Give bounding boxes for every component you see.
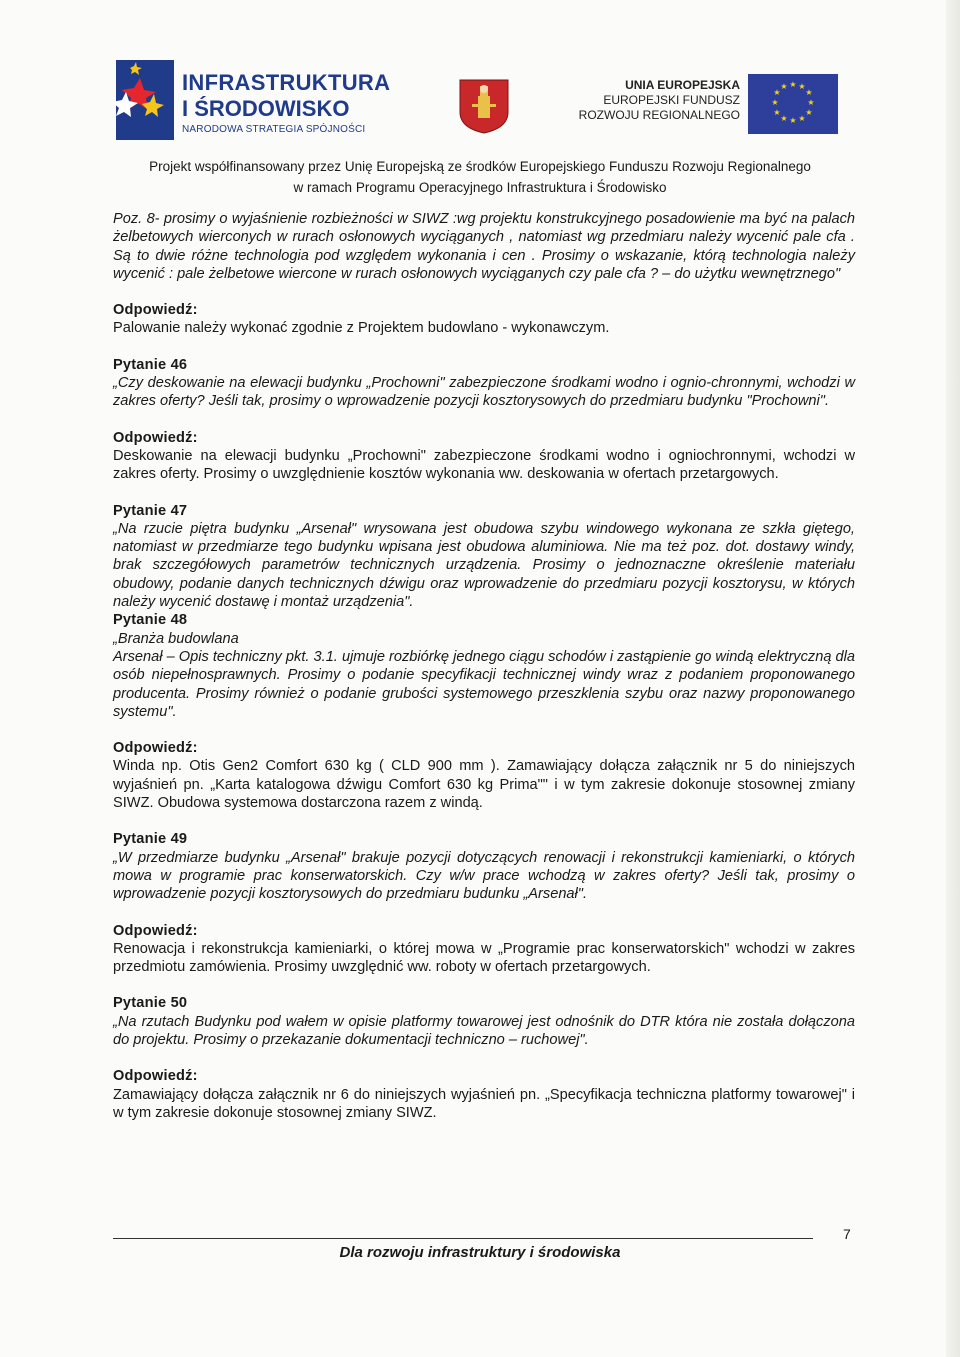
answer-label: Odpowiedź: <box>113 922 198 939</box>
project-line-2: w ramach Programu Operacyjnego Infrastruktura i Środowisko <box>293 180 667 195</box>
svg-text:★: ★ <box>773 108 781 117</box>
question-50-title: Pytanie 50 <box>113 995 188 1012</box>
logo-title-1: INFRASTRUKTURA <box>182 70 391 95</box>
svg-text:★: ★ <box>805 88 813 97</box>
question-49-text: „W przedmiarze budynku „Arsenał" brakuje pozycji dotyczących renowacji i rekonstrukcji kamieniarki, o których mowa w programie prac konserwatorskich. Czy w/w prace wchodzą w zakres oferty? Jeśli tak, prosimy o wprowadzenie pozycji kosztorysowych do przedmiaru budunku „Arsenał". <box>113 849 855 903</box>
question-48-answer: Winda np. Otis Gen2 Comfort 630 kg ( CLD 900 mm ). Zamawiający dołącza załącznik nr 5 do niniejszych wyjaśnień pn. „Karta katalogowa dźwigu Comfort 630 kg Prima"" i w tym zakresie dokonuje stosownej zmiany SIWZ. Obudowa systemowa dostarczona razem z windą. <box>113 758 855 812</box>
question-46-answer: Deskowanie na elewacji budynku „Prochowni" zabezpieczone środkami wodno i ogniochronnymi, wchodzi w zakres oferty. Prosimy o uwzględnienie kosztów wykonania ww. deskowania w ofertach przetargowych. <box>113 447 855 483</box>
question-48-line-1: „Branża budowlana <box>113 630 239 647</box>
project-line-1: Projekt współfinansowany przez Unię Europejską ze środków Europejskiego Funduszu Rozwoju Regionalnego <box>149 159 811 174</box>
question-46-title: Pytanie 46 <box>113 356 188 373</box>
question-47-text: „Na rzucie piętra budynku „Arsenał" wrysowana jest obudowa szybu windowego wykonana ze szkła giętego, natomiast w przedmiarze tego budynku wpisana jest obudowa aluminiowa. Nie ma też poz. dot. dostawy windy, brak szczegółowych parametrów technicznych urządzenia. Prosimy o jednoznaczne określenie materiału obudowy, podanie danych technicznych dźwigu oraz wprowadzenie do przedmiaru pozycji kosztorysu, w których należy wycenić dostawę i montaż urządzenia". <box>113 520 855 611</box>
answer-label: Odpowiedź: <box>113 302 198 319</box>
svg-text:★: ★ <box>798 82 806 91</box>
eu-fund-text <box>579 78 740 123</box>
eu-line-3: ROZWOJU REGIONALNEGO <box>578 108 740 122</box>
intro-answer: Palowanie należy wykonać zgodnie z Projektem budowlano - wykonawczym. <box>113 320 610 337</box>
question-49-answer: Renowacja i rekonstrukcja kamieniarki, o której mowa w „Programie prac konserwatorskich" wchodzi w zakres przedmiotu zamówienia. Prosimy uwzględnić ww. roboty w ofertach przetargowych. <box>113 940 855 976</box>
intro-question: Poz. 8- prosimy o wyjaśnienie rozbieżności w SIWZ :wg projektu konstrukcyjnego posadowienie ma być na palach żelbetowych wierconych w rurach osłonowych wyciąganych , natomiast wg przedmiaru należy wycenić pale cfa . Są to dwie różne technologia pod względem wykonania i cen . Prosimy o wskazanie, którą technologia należy wycenić : pale żelbetowe wiercone w rurach osłonowych wyciąganych czy pale cfa ? – do użytku wewnętrznego" <box>113 211 855 282</box>
eu-flag-icon <box>748 74 838 134</box>
logo-subtitle: NARODOWA STRATEGIA SPÓJNOŚCI <box>182 124 366 135</box>
svg-text:★: ★ <box>789 116 797 125</box>
svg-text:★: ★ <box>780 82 788 91</box>
eu-line-2: EUROPEJSKI FUNDUSZ <box>603 93 740 107</box>
question-48-text: Arsenał – Opis techniczny pkt. 3.1. ujmuje rozbiórkę jednego ciągu schodów i zastąpienie go windą elektryczną dla osób niepełnosprawnych. Prosimy o podanie specyfikacji technicznej windy wraz z podaniem proponowanego producenta. Prosimy również o podanie grubości systemowego przeszklenia szybu oraz nazwy proponowanego systemu". <box>113 648 855 720</box>
page-edge-shadow <box>946 0 960 1357</box>
star-emblem-icon <box>112 60 180 140</box>
eu-line-1: UNIA EUROPEJSKA <box>625 78 740 92</box>
svg-text:★: ★ <box>798 114 806 123</box>
answer-label: Odpowiedź: <box>113 740 198 757</box>
city-crest-icon <box>458 78 510 134</box>
svg-text:★: ★ <box>780 114 788 123</box>
svg-text:★: ★ <box>789 80 797 89</box>
infrastruktura-logo <box>112 60 392 140</box>
question-48-title: Pytanie 48 <box>113 612 188 629</box>
answer-label: Odpowiedź: <box>113 1068 198 1085</box>
svg-text:★: ★ <box>773 88 781 97</box>
page-number: 7 <box>843 1226 851 1242</box>
svg-text:★: ★ <box>807 98 815 107</box>
logo-title-2: I ŚRODOWISKO <box>182 96 350 121</box>
footer-rule <box>113 1238 813 1239</box>
svg-text:★: ★ <box>805 108 813 117</box>
question-50-answer: Zamawiający dołącza załącznik nr 6 do niniejszych wyjaśnień pn. „Specyfikacja techniczna platformy towarowej" i w tym zakresie dokonuje stosownej zmiany SIWZ. <box>113 1086 855 1121</box>
project-cofinancing-note <box>0 156 960 198</box>
question-47-title: Pytanie 47 <box>113 502 188 519</box>
footer-motto: Dla rozwoju infrastruktury i środowiska <box>339 1244 621 1261</box>
question-46-text: „Czy deskowanie na elewacji budynku „Prochowni" zabezpieczone środkami wodno i ognio-chronnymi, wchodzi w zakres oferty? Jeśli tak, prosimy o wprowadzenie pozycji kosztorysowych do przedmiaru budynku "Prochowni". <box>113 375 855 410</box>
document-body <box>113 210 855 1122</box>
svg-text:★: ★ <box>771 98 779 107</box>
answer-label: Odpowiedź: <box>113 429 198 446</box>
question-50-text: „Na rzutach Budynku pod wałem w opisie platformy towarowej jest odnośnik do DTR która nie została dołączona do projektu. Prosimy o przekazanie dokumentacji techniczno – ruchowej". <box>113 1013 855 1048</box>
question-49-title: Pytanie 49 <box>113 831 188 848</box>
